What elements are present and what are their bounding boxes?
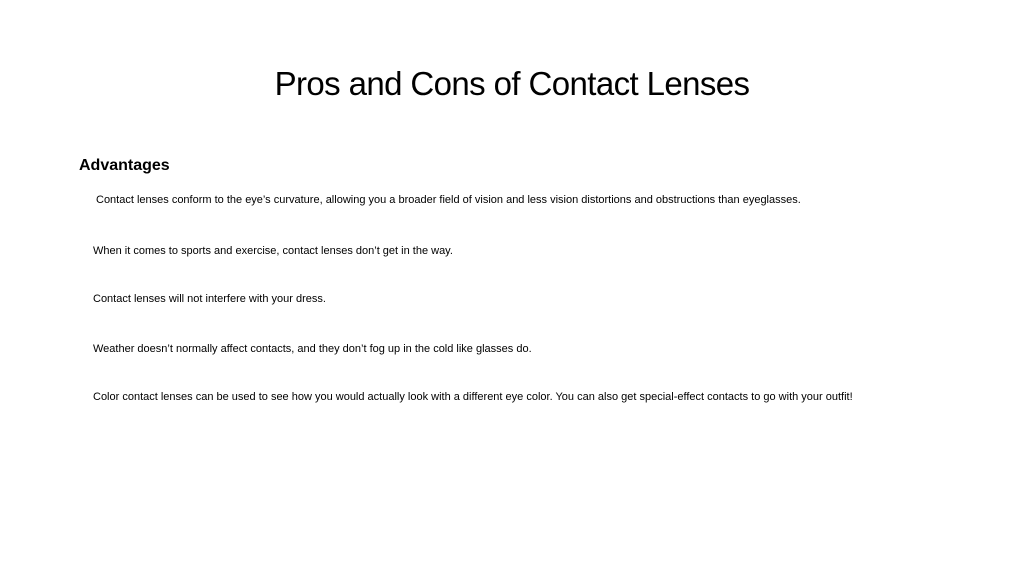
slide-title: Pros and Cons of Contact Lenses [274, 65, 750, 102]
advantages-heading: Advantages [79, 157, 170, 174]
advantage-point: Weather doesn’t normally affect contacts, and they don’t fog up in the cold like glasses do. [93, 343, 532, 355]
advantage-point: When it comes to sports and exercise, contact lenses don’t get in the way. [93, 245, 453, 257]
advantage-point: Contact lenses will not interfere with your dress. [93, 293, 326, 305]
advantage-point: Contact lenses conform to the eye’s curvature, allowing you a broader field of vision and less vision distortions and obstructions than eyeglasses. [96, 194, 801, 206]
advantage-point: Color contact lenses can be used to see how you would actually look with a different eye color. You can also get special-effect contacts to go with your outfit! [93, 391, 853, 403]
